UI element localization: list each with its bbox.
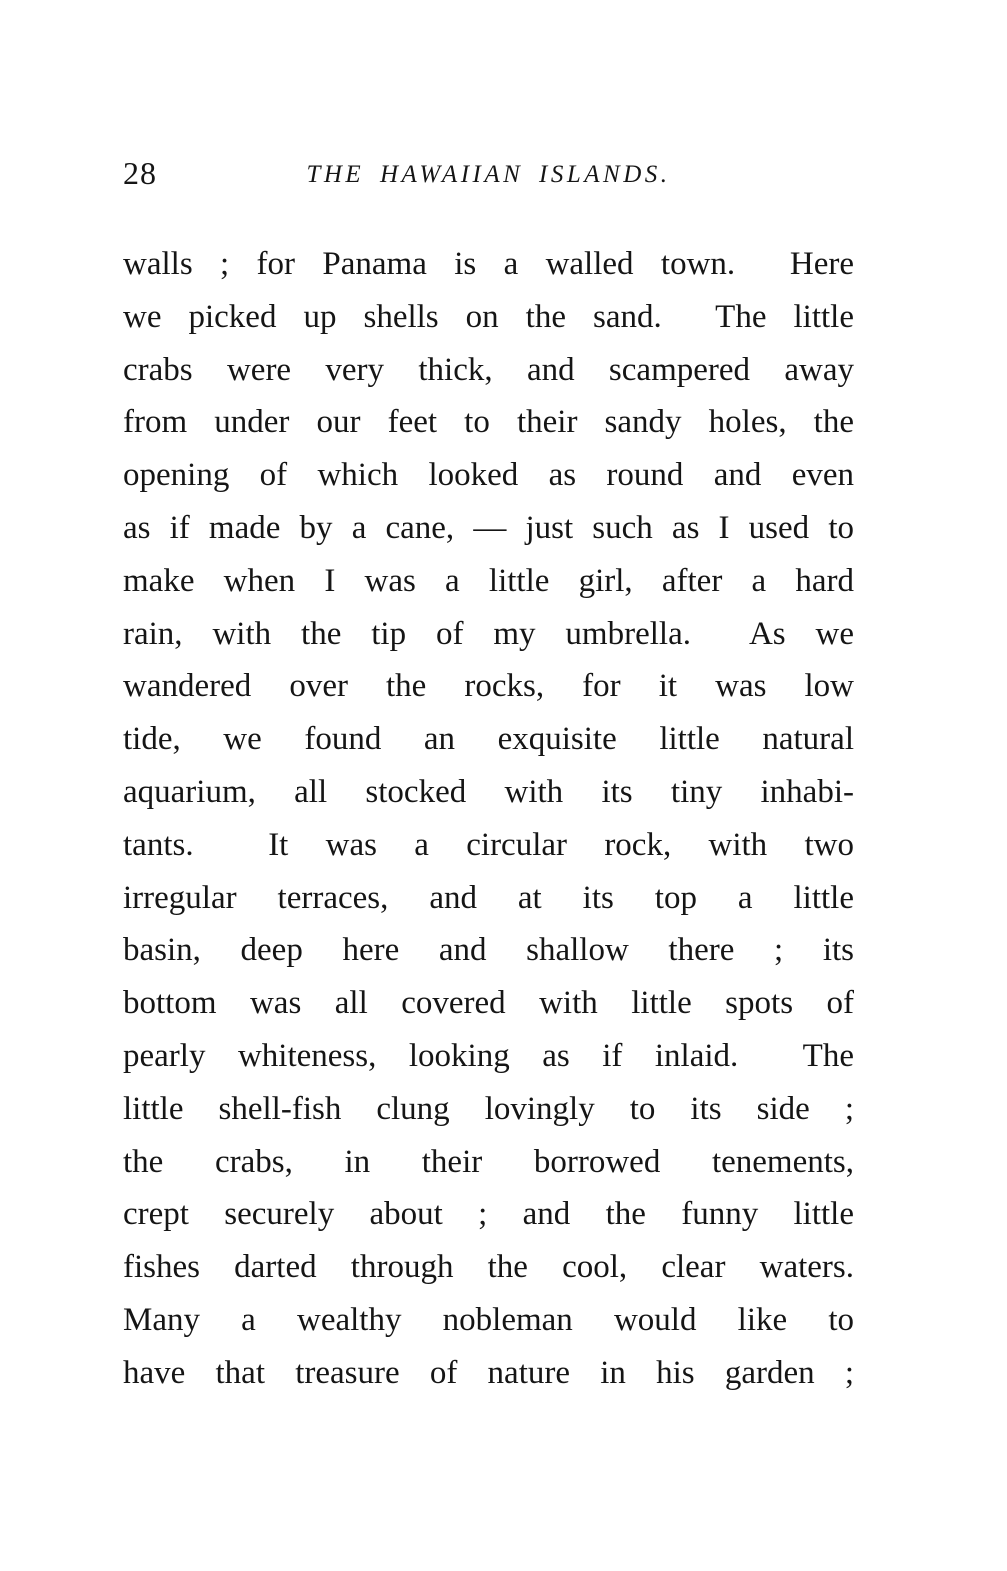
text-line: crabs were very thick, and scampered away (123, 351, 854, 388)
text-line: little shell-fish clung lovingly to its side ; (123, 1090, 854, 1127)
text-line: make when I was a little girl, after a hard (123, 562, 854, 599)
text-line: rain, with the tip of my umbrella. As we (123, 615, 854, 652)
text-line: pearly whiteness, looking as if inlaid. The (123, 1037, 854, 1074)
page-number: 28 (123, 155, 157, 191)
text-line: as if made by a cane, — just such as I used to (123, 509, 854, 546)
text-line: we picked up shells on the sand. The little (123, 298, 854, 335)
text-line: fishes darted through the cool, clear waters. (123, 1249, 854, 1286)
text-line: basin, deep here and shallow there ; its (123, 932, 854, 969)
text-line: opening of which looked as round and even (123, 457, 854, 494)
text-line: bottom was all covered with little spots of (123, 985, 854, 1022)
text-line: the crabs, in their borrowed tenements, (123, 1143, 854, 1180)
text-line: walls ; for Panama is a walled town. Here (123, 246, 854, 282)
text-line: aquarium, all stocked with its tiny inhabi- (123, 773, 854, 810)
text-line: tide, we found an exquisite little natural (123, 721, 854, 758)
text-line: irregular terraces, and at its top a little (123, 879, 854, 916)
text-line: wandered over the rocks, for it was low (123, 668, 854, 705)
page-header (123, 155, 854, 197)
text-line: from under our feet to their sandy holes, the (123, 404, 854, 441)
text-line: have that treasure of nature in his garden ; (123, 1354, 854, 1391)
text-line: Many a wealthy nobleman would like to (123, 1301, 854, 1338)
running-title: THE HAWAIIAN ISLANDS. (306, 161, 671, 188)
body-text (123, 238, 854, 1400)
text-line: crept securely about ; and the funny little (123, 1196, 854, 1233)
text-line: tants. It was a circular rock, with two (123, 826, 854, 863)
